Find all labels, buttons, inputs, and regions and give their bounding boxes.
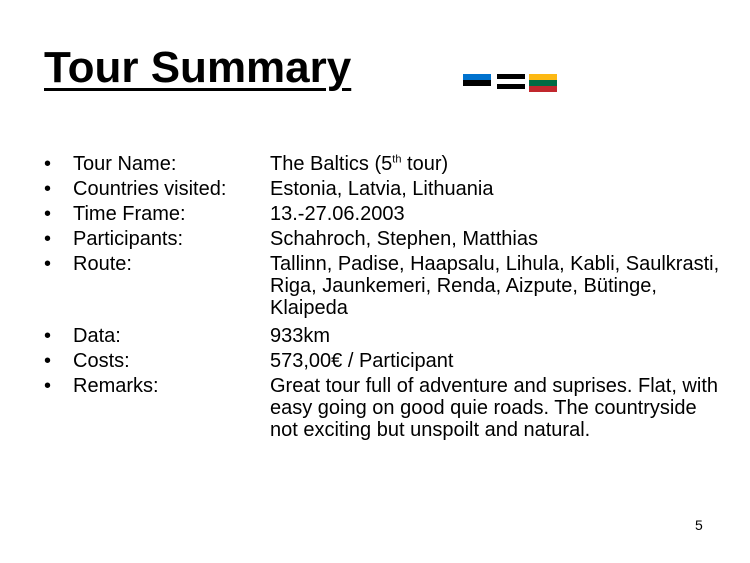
list-item-participants bbox=[44, 228, 724, 250]
item-label: Tour Name: bbox=[73, 153, 177, 175]
item-label: Data: bbox=[73, 325, 121, 347]
bullet: • bbox=[44, 203, 52, 225]
item-label: Participants: bbox=[73, 228, 184, 250]
list-item-costs bbox=[44, 350, 724, 372]
list-item-time-frame bbox=[44, 203, 724, 225]
item-label: Time Frame: bbox=[73, 203, 186, 225]
bullet: • bbox=[44, 350, 52, 372]
lithuania-flag-icon bbox=[529, 74, 557, 92]
slide-title: Tour Summary bbox=[44, 43, 352, 92]
page-number: 5 bbox=[695, 517, 703, 533]
item-value: The Baltics (5th tour) bbox=[270, 153, 449, 175]
list-item-countries bbox=[44, 178, 724, 200]
bullet: • bbox=[44, 228, 52, 250]
bullet: • bbox=[44, 153, 52, 175]
bullet: • bbox=[44, 375, 52, 397]
equals-sign-icon bbox=[497, 74, 525, 92]
list-item-tour-name bbox=[44, 153, 724, 175]
bullet: • bbox=[44, 253, 52, 275]
list-item-route bbox=[44, 253, 724, 319]
item-value: 13.-27.06.2003 bbox=[270, 203, 405, 225]
item-value: Schahroch, Stephen, Matthias bbox=[270, 228, 538, 250]
item-value: Estonia, Latvia, Lithuania bbox=[270, 178, 494, 200]
estonia-flag-icon bbox=[463, 74, 491, 92]
list-item-remarks bbox=[44, 375, 724, 441]
item-label: Route: bbox=[73, 253, 132, 275]
list-item-data bbox=[44, 325, 724, 347]
item-label: Costs: bbox=[73, 350, 130, 372]
bullet: • bbox=[44, 325, 52, 347]
bullet: • bbox=[44, 178, 52, 200]
item-value: Tallinn, Padise, Haapsalu, Lihula, Kabli, Saulkrasti, Riga, Jaunkemeri, Renda, Aizpute, Bütinge, Klaipeda bbox=[270, 253, 720, 319]
tour-details-list bbox=[44, 153, 724, 447]
item-value: 573,00€ / Participant bbox=[270, 350, 454, 372]
item-label: Remarks: bbox=[73, 375, 159, 397]
item-value: Great tour full of adventure and suprises. Flat, with easy going on good quie roads. The countryside not exciting but unspoilt and natural. bbox=[270, 375, 718, 441]
item-label: Countries visited: bbox=[73, 178, 227, 200]
item-value: 933km bbox=[270, 325, 331, 347]
